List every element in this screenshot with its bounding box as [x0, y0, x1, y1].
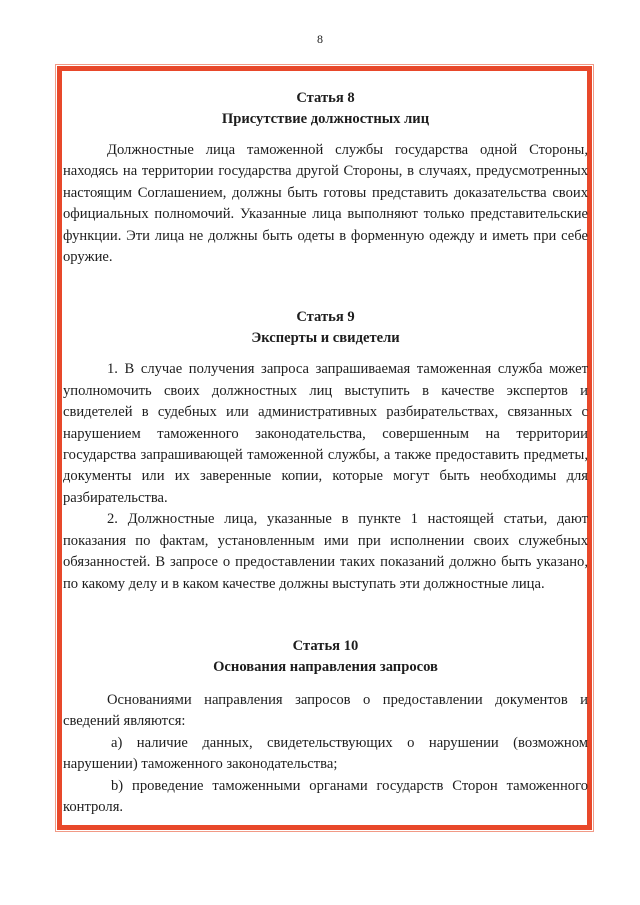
article-10-title: Основания направления запросов: [213, 658, 438, 675]
article-9: [63, 307, 588, 594]
article-9-paragraph-2: 2. Должностные лица, указанные в пункте 1 настоящей статьи, дают показания по фактам, установленным ими при исполнении своих служебных обязанностей. В запросе о предоставлении таких показаний должно быть указано, по какому делу и в каком качестве должны выступать эти должностные лица.: [63, 511, 588, 592]
article-8-paragraph-1: Должностные лица таможенной службы государства одной Стороны, находясь на территории государства другой Стороны, в случаях, предусмотренных настоящим Соглашением, должны быть готовы представить доказательства своих официальных полномочий. Указанные лица выполняют только представительские функции. Эти лица не должны быть одеты в форменную одежду и иметь при себе оружие.: [63, 142, 588, 266]
article-8: [63, 88, 588, 268]
article-8-number: Статья 8: [296, 90, 355, 106]
document-body: [63, 88, 588, 818]
page-number: 8: [317, 32, 323, 46]
article-10-item-a: a) наличие данных, свидетельствующих о нарушении (возможном нарушении) таможенного законодательства;: [63, 734, 588, 773]
article-8-title: Присутствие должностных лиц: [221, 111, 430, 127]
article-9-paragraph-1: 1. В случае получения запроса запрашиваемая таможенная служба может уполномочить своих должностных лиц выступить в качестве экспертов и свидетелей в судебных или административных разбирательствах, связанных с нарушением таможенного законодательства, совершенным на территории государства запрашивающей таможенной службы, а также предоставить предметы, документы или их заверенные копии, которые могут быть необходимы для разбирательства.: [63, 361, 588, 506]
article-9-title: Эксперты и свидетели: [251, 330, 400, 347]
article-10-number: Статья 10: [292, 637, 359, 654]
article-9-number: Статья 9: [296, 309, 355, 326]
article-10-paragraph-1: Основаниями направления запросов о предоставлении документов и сведений являются:: [63, 691, 588, 730]
article-10: [63, 636, 588, 818]
article-10-item-b: b) проведение таможенными органами государств Сторон таможенного контроля.: [63, 777, 588, 815]
